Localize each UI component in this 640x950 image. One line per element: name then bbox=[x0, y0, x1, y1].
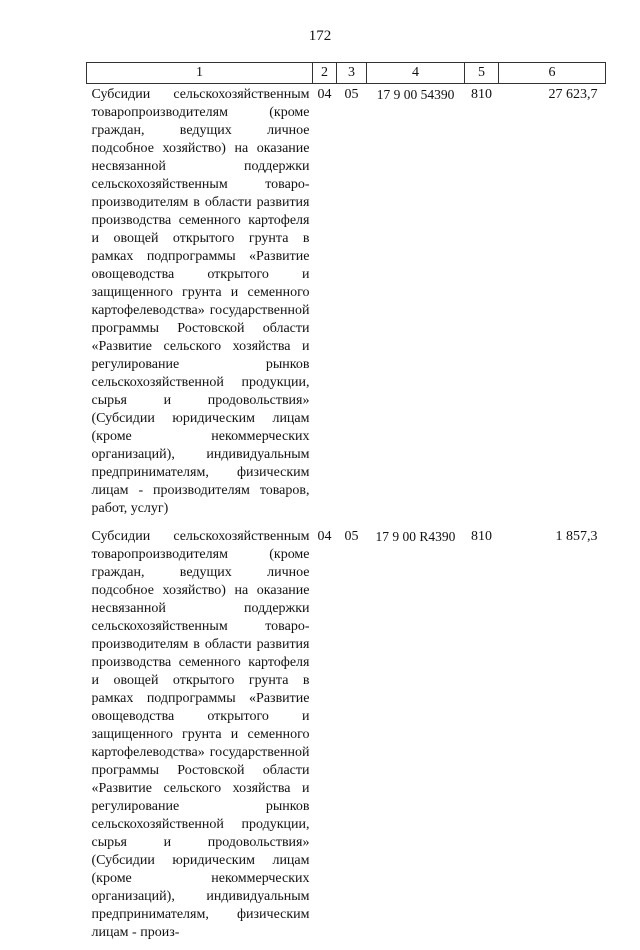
row-target-code: 17 9 00 R4390 bbox=[375, 529, 456, 544]
column-header: 1 bbox=[87, 63, 313, 84]
table-row bbox=[87, 84, 606, 527]
row-amount: 27 623,7 bbox=[548, 87, 598, 102]
row-description: Субсидии сельскохозяйственным товаропроизводителям (кроме граждан, ведущих личное подсобное хозяйство) на оказание несвязанной поддержки сельскохозяйственным товаропроизводителям в области развития производства семенного картофеля и овощей открытого грунта в рамках подпрограммы «Развитие овощеводства открытого и защищенного грунта и семенного картофелеводства» государственной программы Ростовской области «Развитие сельского хозяйства и регулирование рынков сельскохозяйственной продукции, сырья и продовольствия» (Субсидии юридическим лицам (кроме некоммерческих организаций), индивидуальным предпринимателям, физическим лицам - производителям товаров, работ, услуг) bbox=[91, 87, 310, 516]
column-header: 5 bbox=[465, 63, 499, 84]
row-description: Субсидии сельскохозяйственным товаропроизводителям (кроме граждан, ведущих личное подсобное хозяйство) на оказание несвязанной поддержки сельскохозяйственным товаропроизводителям в области развития производства семенного картофеля и овощей открытого грунта в рамках подпрограммы «Развитие овощеводства открытого и защищенного грунта и семенного картофелеводства» государственной программы Ростовской области «Развитие сельского хозяйства и регулирование рынков сельскохозяйственной продукции, сырья и продовольствия» (Субсидии юридическим лицам (кроме некоммерческих организаций), индивидуальным предпринимателям, физическим лицам - произ- bbox=[91, 529, 310, 940]
row-section: 04 bbox=[317, 87, 332, 102]
budget-table bbox=[86, 62, 606, 950]
page-number: 172 bbox=[308, 28, 332, 44]
table-row bbox=[87, 526, 606, 950]
row-target-code: 17 9 00 54390 bbox=[376, 87, 455, 102]
column-header: 4 bbox=[367, 63, 465, 84]
row-subsection: 05 bbox=[344, 529, 359, 544]
row-amount: 1 857,3 bbox=[555, 529, 598, 544]
row-expense-type: 810 bbox=[471, 87, 492, 102]
column-header-row bbox=[87, 63, 606, 84]
row-expense-type: 810 bbox=[471, 529, 492, 544]
row-section: 04 bbox=[317, 529, 332, 544]
column-header: 2 bbox=[313, 63, 337, 84]
row-subsection: 05 bbox=[344, 87, 359, 102]
column-header: 6 bbox=[499, 63, 606, 84]
column-header: 3 bbox=[337, 63, 367, 84]
